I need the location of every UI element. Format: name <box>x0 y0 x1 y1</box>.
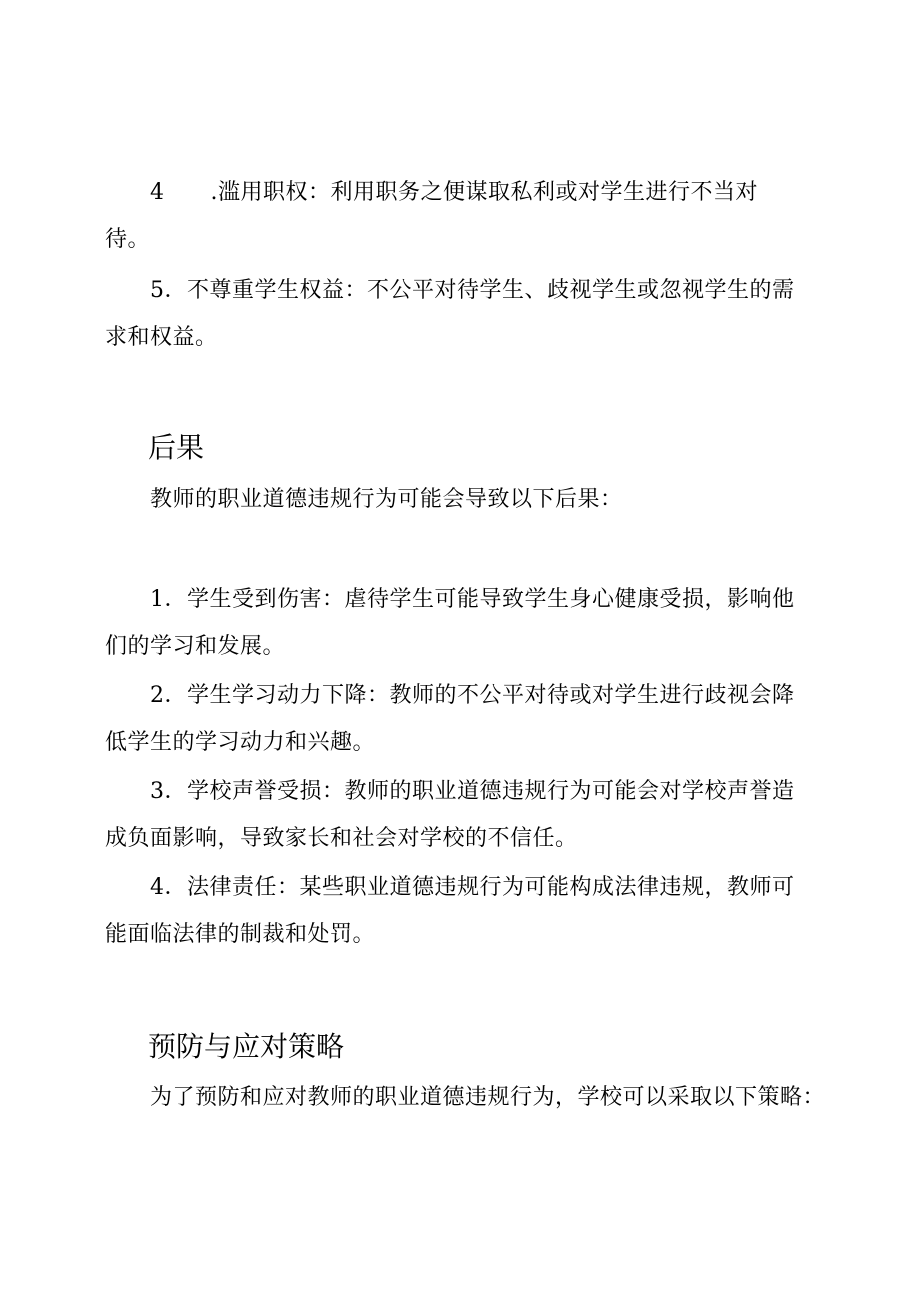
consequence-item-4-line1: 4．法律责任：某些职业道德违规行为可能构成法律违规，教师可 <box>150 875 795 900</box>
consequences-heading: 后果 <box>148 431 205 464</box>
violation-item-5-line1: 5．不尊重学生权益：不公平对待学生、歧视学生或忽视学生的需 <box>150 278 795 303</box>
consequences-intro: 教师的职业道德违规行为可能会导致以下后果： <box>150 487 623 512</box>
consequence-item-2-line2: 低学生的学习动力和兴趣。 <box>105 730 376 755</box>
prevention-intro: 为了预防和应对教师的职业道德违规行为，学校可以采取以下策略： <box>150 1085 826 1110</box>
violation-item-5-line2: 求和权益。 <box>105 325 218 350</box>
consequence-item-3-line1: 3．学校声誉受损：教师的职业道德违规行为可能会对学校声誉造 <box>150 779 795 804</box>
violation-item-4-number: 4 <box>150 180 165 205</box>
consequence-item-3-line2: 成负面影响，导致家长和社会对学校的不信任。 <box>105 826 578 851</box>
consequence-item-2-line1: 2．学生学习动力下降：教师的不公平对待或对学生进行歧视会降 <box>150 683 795 708</box>
consequence-item-1-line1: 1．学生受到伤害：虐待学生可能导致学生身心健康受损，影响他 <box>150 587 795 612</box>
consequence-item-4-line2: 能面临法律的制裁和处罚。 <box>105 922 376 947</box>
consequence-item-1-line2: 们的学习和发展。 <box>105 634 286 659</box>
violation-item-4-line1 <box>150 178 758 208</box>
violation-item-4-text: .滥用职权：利用职务之便谋取私利或对学生进行不当对 <box>210 180 758 205</box>
violation-item-4-line2: 待。 <box>105 227 151 252</box>
prevention-heading: 预防与应对策略 <box>148 1030 345 1063</box>
